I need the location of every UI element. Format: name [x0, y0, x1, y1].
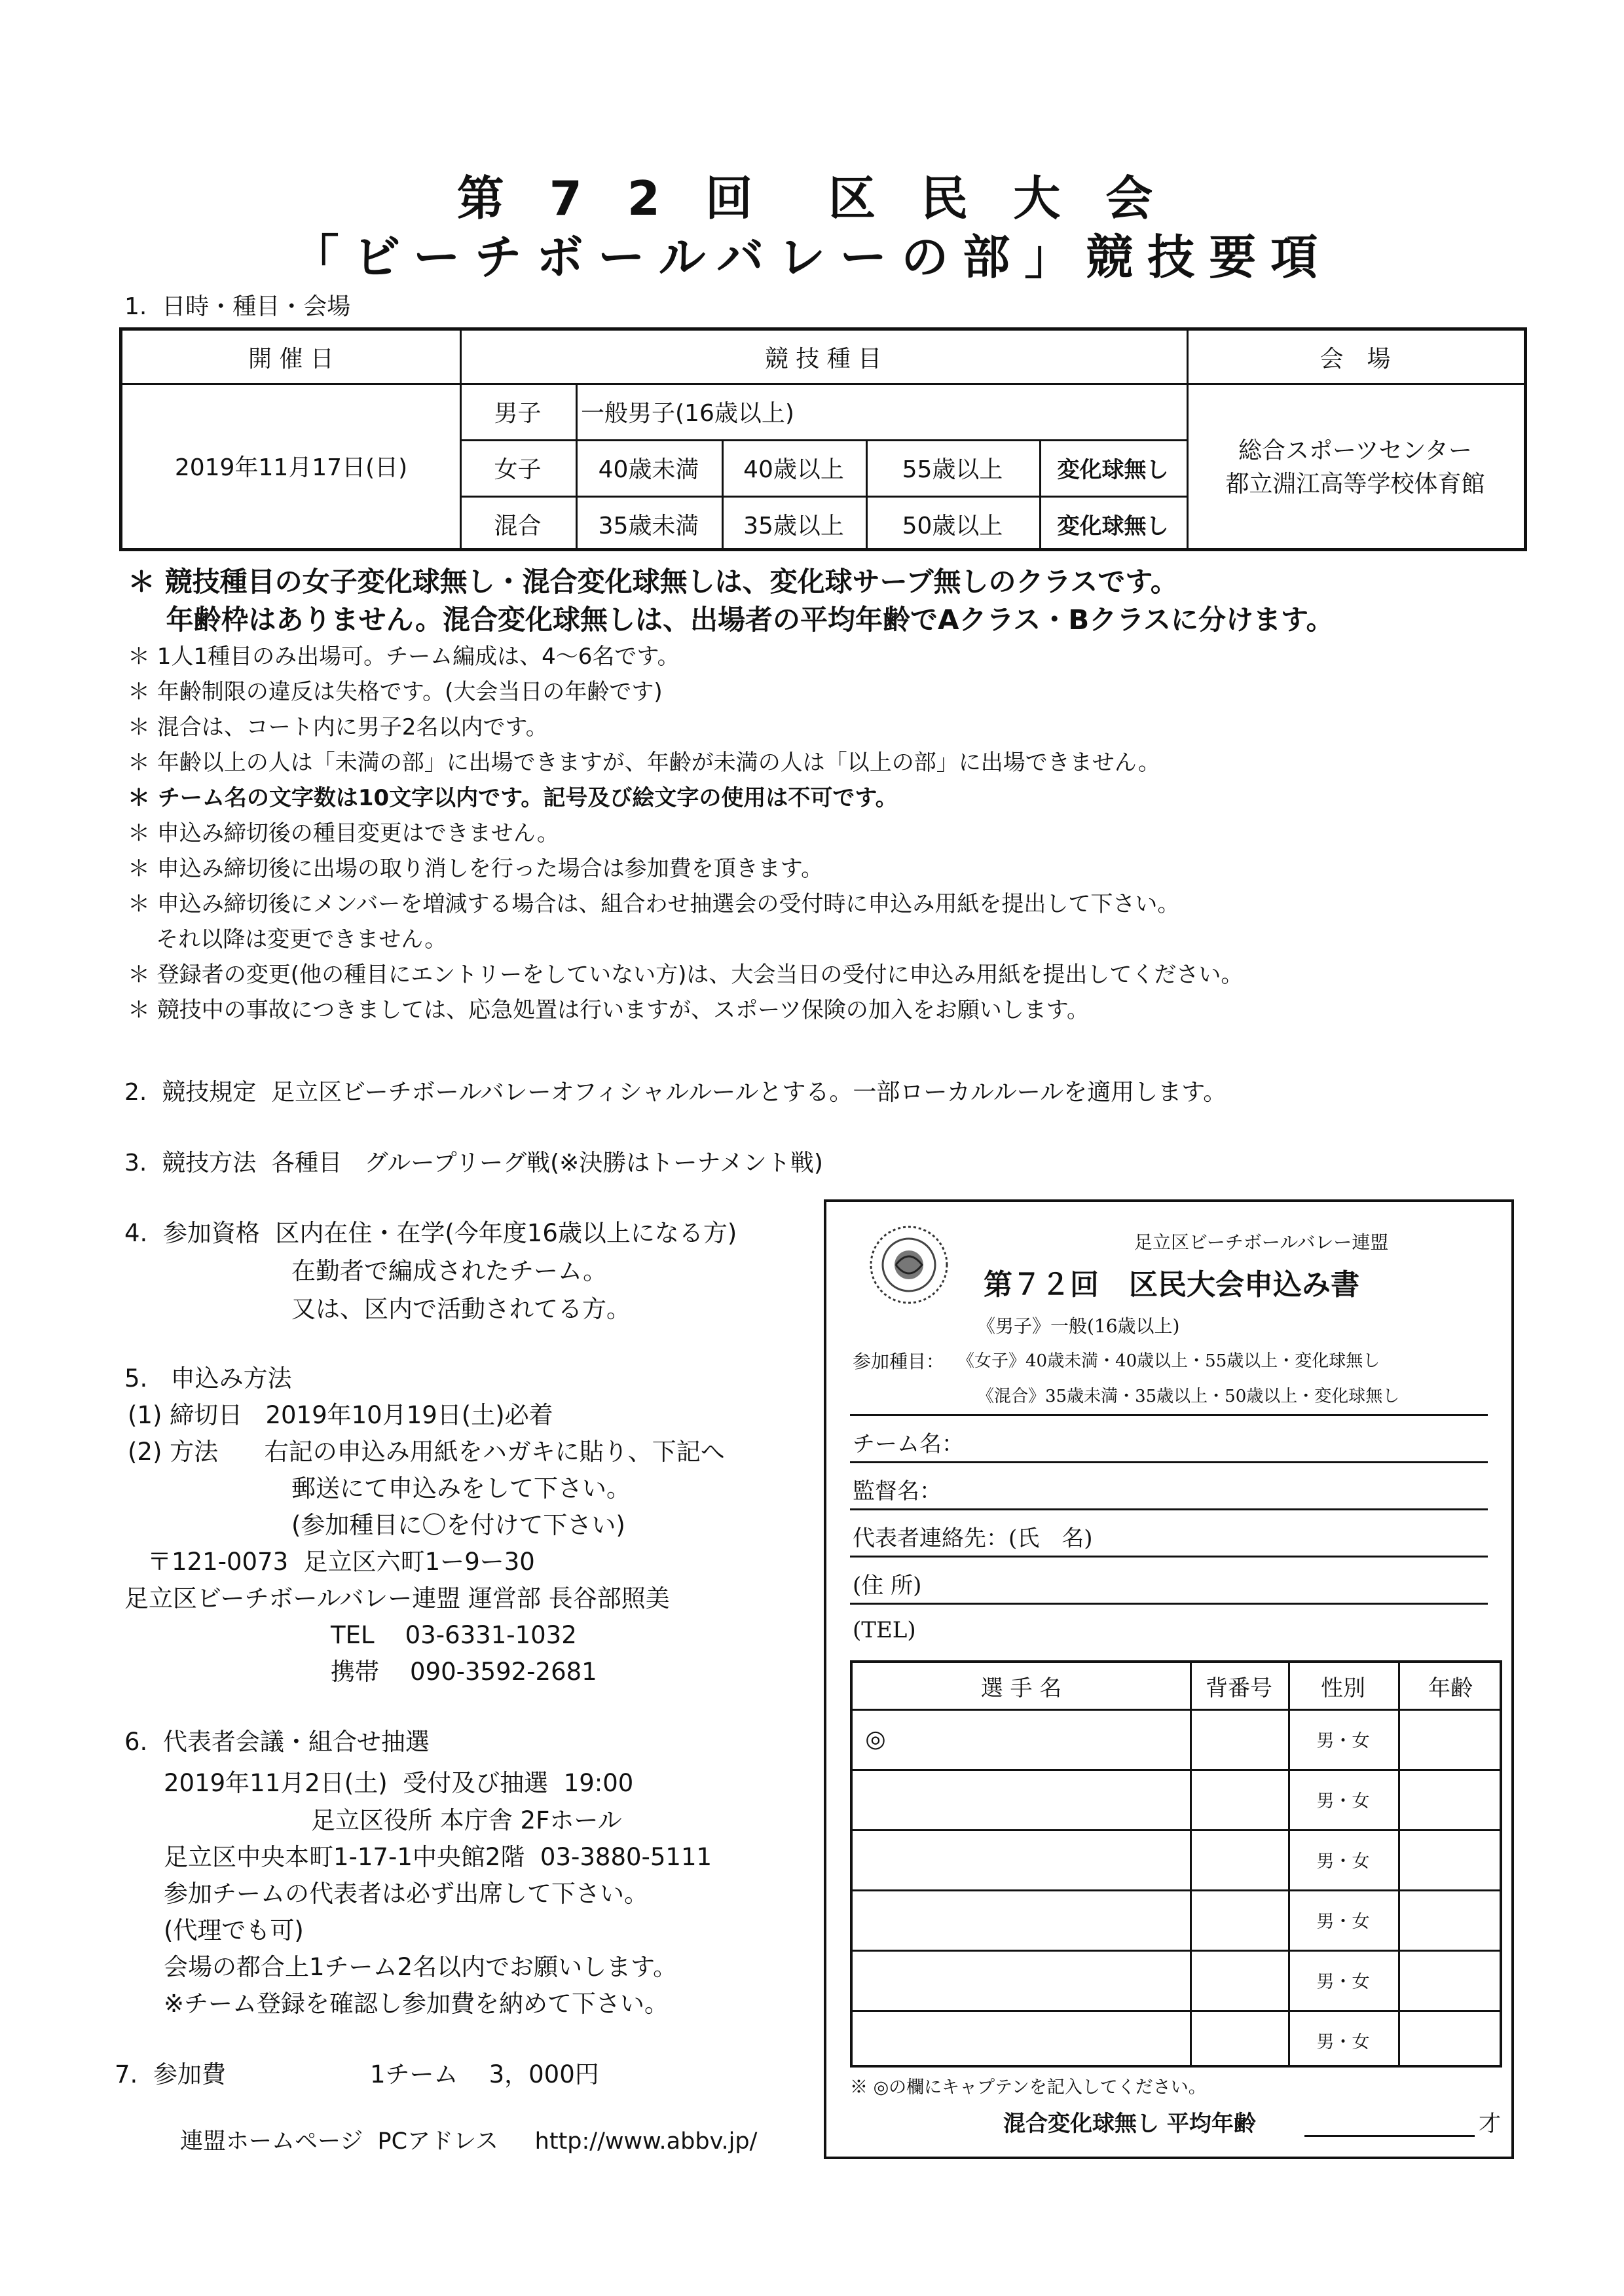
- event-men-general: 一般男子(16歳以上): [581, 399, 794, 427]
- section6-line7: ※チーム登録を確認し参加費を納めて下さい。: [164, 1990, 669, 2018]
- section5-method-2: 郵送にて申込みをして下さい。: [291, 1474, 631, 1503]
- header-venue: 会 場: [1320, 345, 1391, 373]
- note-item: ＊ 年齢制限の違反は失格です。(大会当日の年齢です): [128, 679, 663, 705]
- section3-format: 3. 競技方法 各種目 グループリーグ戦(※決勝はトーナメント戦): [124, 1150, 823, 1176]
- note-item: ＊ 申込み締切後に出場の取り消しを行った場合は参加費を頂きます。: [128, 856, 824, 882]
- schedule-table: [119, 327, 1527, 551]
- player-header-number: 背番号: [1206, 1675, 1272, 1702]
- event-mixed-35plus: 35歳以上: [743, 512, 844, 539]
- event-women-55plus: 55歳以上: [902, 456, 1003, 483]
- section5-tel: TEL 03-6331-1032: [331, 1621, 577, 1649]
- section6-place: 足立区役所 本庁舎 2Fホール: [311, 1806, 622, 1834]
- gender-option: 男・女: [1316, 1851, 1370, 1872]
- venue-2: 都立淵江高等学校体育館: [1225, 471, 1485, 498]
- header-events: 競 技 種 目: [764, 345, 882, 373]
- section5-heading: 5. 申込み方法: [124, 1364, 292, 1393]
- section4-line3: 又は、区内で活動されてる方。: [291, 1295, 631, 1323]
- section5-deadline: (1) 締切日 2019年10月19日(土)必着: [128, 1401, 553, 1429]
- note-item: ＊ 混合は、コート内に男子2名以内です。: [128, 714, 548, 740]
- note-item: ＊ 申込み締切後にメンバーを増減する場合は、組合わせ抽選会の受付時に申込み用紙を提出して下さい。: [128, 891, 1180, 917]
- form-league-name: 足立区ビーチボールバレー連盟: [1134, 1231, 1389, 1253]
- section2-rules: 2. 競技規定 足立区ビーチボールバレーオフィシャルルールとする。一部ローカルルールを適用します。: [124, 1079, 1227, 1106]
- note-item: ＊ チーム名の文字数は10文字以内です。記号及び絵文字の使用は不可です。: [128, 785, 898, 811]
- event-women-40plus: 40歳以上: [743, 456, 844, 483]
- note-item: 年齢枠はありません。混合変化球無しは、出場者の平均年齢でAクラス・Bクラスに分けます。: [128, 604, 1334, 636]
- note-item: ＊ 1人1種目のみ出場可。チーム編成は、4～6名です。: [128, 644, 680, 670]
- section5-method-1: (2) 方法 右記の申込み用紙をハガキに貼り、下記へ: [128, 1438, 725, 1466]
- player-header-gender: 性別: [1321, 1675, 1365, 1702]
- event-women-u40: 40歳未満: [598, 456, 699, 483]
- section7-fee: 1チーム 3，000円: [370, 2060, 599, 2088]
- form-women-category: 《女子》40歳未満・40歳以上・55歳以上・変化球無し: [957, 1351, 1380, 1371]
- gender-option: 男・女: [1316, 1971, 1370, 1992]
- form-captain-note: ※ ◎の欄にキャプテンを記入してください。: [850, 2077, 1206, 2098]
- page-title-line1: 第 7 2 回 区 民 大 会: [456, 171, 1168, 226]
- section4-heading: 4. 参加資格 区内在住・在学(今年度16歳以上になる方): [124, 1219, 737, 1247]
- average-age-line: [1304, 2135, 1475, 2137]
- form-mixed-category: 《混合》35歳未満・35歳以上・50歳以上・変化球無し: [977, 1387, 1400, 1406]
- form-tel-label: (TEL): [853, 1617, 916, 1643]
- form-rep-label: 代表者連絡先：(氏 名): [853, 1525, 1093, 1552]
- gender-option: 男・女: [1316, 1911, 1370, 1932]
- section6-heading: 6. 代表者会議・組合せ抽選: [124, 1728, 430, 1756]
- page-title-line2: 「ビーチボールバレーの部」競技要項: [291, 230, 1333, 285]
- section5-mobile: 携帯 090-3592-2681: [331, 1658, 597, 1686]
- section1-heading: 1. 日時・種目・会場: [124, 293, 351, 320]
- form-team-name-label: チーム名：: [853, 1431, 964, 1457]
- gender-option: 男・女: [1316, 2032, 1370, 2052]
- event-date: 2019年11月17日(日): [174, 454, 408, 481]
- form-address-label: (住 所): [853, 1573, 922, 1599]
- section6-line5: (代理でも可): [164, 1916, 304, 1944]
- section5-method-3: (参加種目に〇を付けて下さい): [291, 1511, 625, 1539]
- section7-label: 7. 参加費: [115, 2060, 226, 2088]
- section6-date: 2019年11月2日(土) 受付及び抽選 19:00: [164, 1769, 634, 1797]
- category-men: 男子: [494, 399, 542, 427]
- gender-option: 男・女: [1316, 1730, 1370, 1751]
- note-item: ＊ 競技種目の女子変化球無し・混合変化球無しは、変化球サーブ無しのクラスです。: [128, 566, 1178, 598]
- form-category-label: 参加種目：: [853, 1351, 945, 1372]
- homepage-url: 連盟ホームページ PCアドレス http://www.abbv.jp/: [180, 2128, 758, 2155]
- category-mixed: 混合: [494, 512, 542, 539]
- notes-list: [128, 563, 1536, 1028]
- event-mixed-50plus: 50歳以上: [902, 512, 1003, 539]
- gender-option: 男・女: [1316, 1791, 1370, 1812]
- event-mixed-no-spin: 変化球無し: [1057, 513, 1169, 539]
- header-date: 開 催 日: [248, 345, 334, 373]
- note-item: ＊ 年齢以上の人は「未満の部」に出場できますが、年齢が未満の人は「以上の部」に出場できません。: [128, 750, 1160, 776]
- league-emblem-icon: [866, 1222, 952, 1308]
- event-mixed-u35: 35歳未満: [598, 512, 699, 539]
- form-men-category: 《男子》一般(16歳以上): [977, 1315, 1180, 1337]
- section5-org: 足立区ビーチボールバレー連盟 運営部 長谷部照美: [124, 1584, 670, 1613]
- section5-postal: 〒121-0073 足立区六町1ー9ー30: [147, 1548, 535, 1576]
- player-table: [850, 1660, 1502, 2068]
- player-header-age: 年齢: [1428, 1675, 1473, 1702]
- form-manager-label: 監督名：: [853, 1478, 942, 1504]
- venue-1: 総合スポーツセンター: [1238, 437, 1473, 464]
- note-item: それ以降は変更できません。: [128, 926, 447, 953]
- form-title: 第７２回 区民大会申込み書: [984, 1268, 1359, 1302]
- section4-line2: 在勤者で編成されたチーム。: [291, 1257, 608, 1285]
- section6-line6: 会場の都合上1チーム2名以内でお願いします。: [164, 1953, 678, 1981]
- entry-form: [824, 1199, 1514, 2159]
- note-item: ＊ 登録者の変更(他の種目にエントリーをしていない方)は、大会当日の受付に申込み用紙を提出してください。: [128, 962, 1244, 988]
- section6-line4: 参加チームの代表者は必ず出席して下さい。: [164, 1880, 648, 1908]
- category-women: 女子: [494, 456, 542, 483]
- form-average-age-label: 混合変化球無し 平均年齢: [1003, 2111, 1256, 2137]
- event-women-no-spin: 変化球無し: [1057, 456, 1169, 483]
- player-header-name: 選 手 名: [980, 1675, 1062, 1702]
- captain-mark: ◎: [865, 1725, 886, 1753]
- form-average-age-unit: 才: [1479, 2111, 1501, 2137]
- section6-address: 足立区中央本町1-17-1中央館2階 03-3880-5111: [164, 1843, 712, 1871]
- note-item: ＊ 申込み締切後の種目変更はできません。: [128, 820, 559, 847]
- note-item: ＊ 競技中の事故につきましては、応急処置は行いますが、スポーツ保険の加入をお願いします。: [128, 997, 1090, 1023]
